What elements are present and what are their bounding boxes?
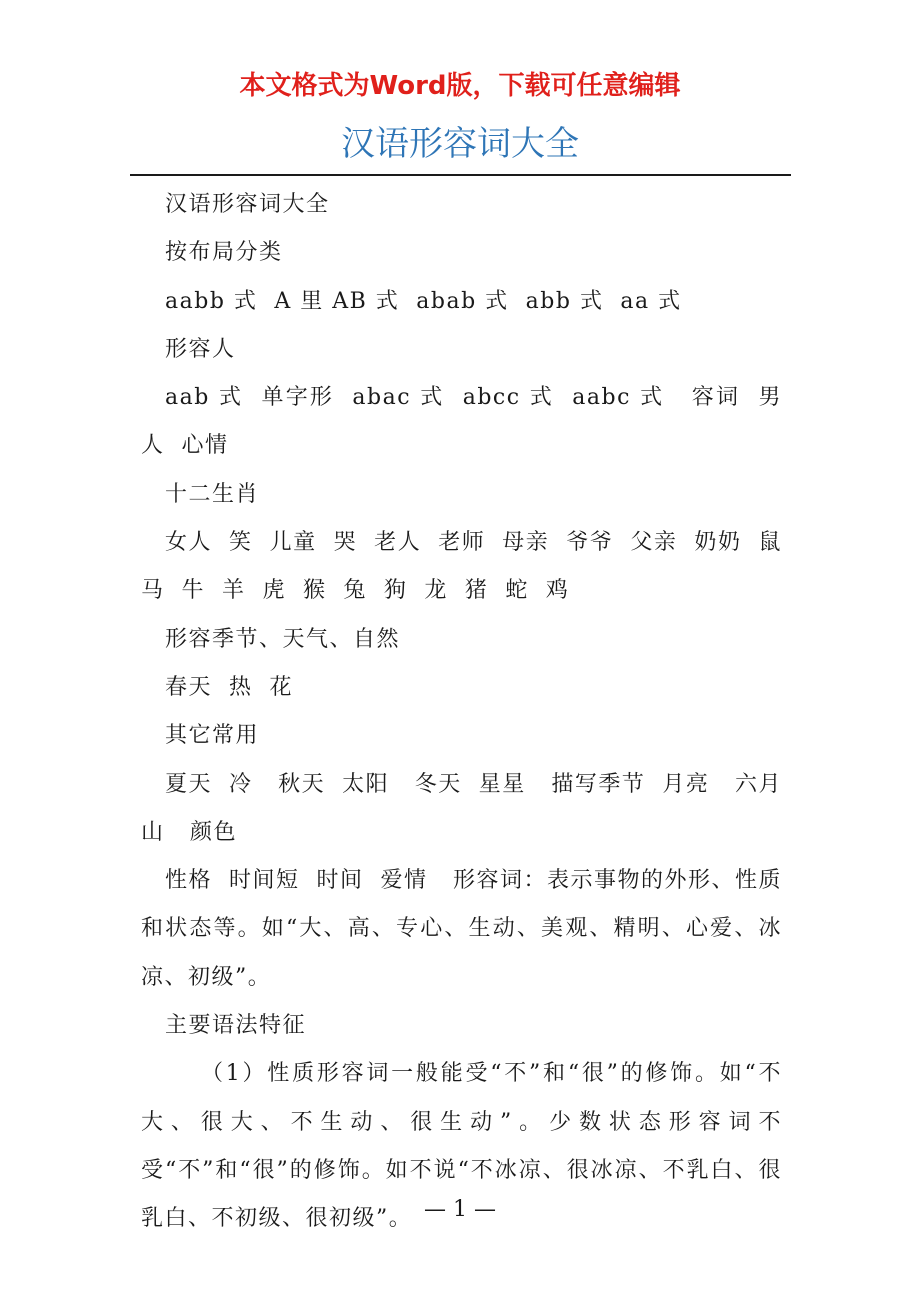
paragraph-people-and-animals: 女人 笑 儿童 哭 老人 老师 母亲 爷爷 父亲 奶奶 鼠 马 牛 羊 虎 猴 兔 狗 龙 猪 蛇 鸡 <box>141 530 799 604</box>
document-body <box>141 181 799 1244</box>
paragraph-pattern-list-2: aab 式 单字形 abac 式 abcc 式 aabc 式 容词 男人 心情 <box>141 385 782 459</box>
paragraph-other-common: 其它常用 <box>165 723 260 749</box>
paragraph-grammar-heading: 主要语法特征 <box>165 1013 307 1039</box>
paragraph-layout-category: 按布局分类 <box>165 240 283 266</box>
paragraph-zodiac: 十二生肖 <box>165 481 260 507</box>
page-number: — 1 — <box>424 1197 496 1222</box>
header-divider <box>130 174 791 176</box>
paragraph-describe-people: 形容人 <box>165 336 236 362</box>
document-title: 汉语形容词大全 <box>341 124 579 164</box>
paragraph-spring: 春天 热 花 <box>165 674 293 700</box>
download-banner: 本文格式为Word版，下载可任意编辑 <box>239 71 681 101</box>
paragraph-grammar-rule-1: （1）性质形容词一般能受“不”和“很”的修饰。如“不大、很大、不生动、很生动”。少数状态形容词不受“不”和“很”的修饰。如不说“不冰凉、很冰凉、不乳白、很乳白、不初级、很初级”。 <box>141 1061 782 1232</box>
paragraph-pattern-list: aabb 式 A 里 AB 式 abab 式 abb 式 aa 式 <box>165 288 682 314</box>
paragraph-seasons-list: 夏天 冷 秋天 太阳 冬天 星星 描写季节 月亮 六月 山 颜色 <box>141 771 799 845</box>
paragraph-seasons-heading: 形容季节、天气、自然 <box>165 626 401 652</box>
paragraph-adjective-definition: 性格 时间短 时间 爱情 形容词：表示事物的外形、性质和状态等。如“大、高、专心、生动、美观、精明、心爱、冰凉、初级”。 <box>141 868 782 990</box>
paragraph-heading: 汉语形容词大全 <box>165 192 330 217</box>
